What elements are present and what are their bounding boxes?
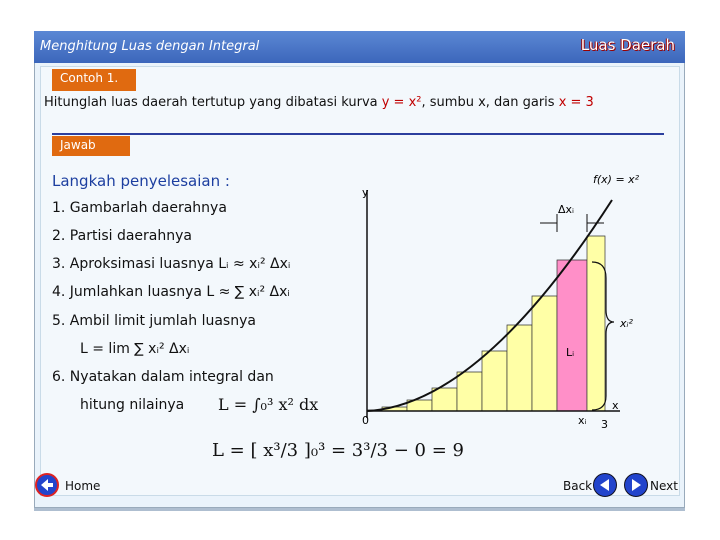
back-label[interactable]: Back: [563, 479, 593, 493]
xi-axis-label: xᵢ: [578, 414, 587, 427]
jawab-tag: Jawab: [52, 136, 130, 156]
dx-label: Δxᵢ: [558, 203, 575, 216]
home-button[interactable]: [35, 473, 59, 497]
back-button[interactable]: [593, 473, 617, 497]
strip-8: [532, 296, 557, 411]
origin-label: 0: [362, 414, 369, 427]
steps-title: Langkah penyelesaian :: [52, 172, 230, 190]
integral-formula: L = ∫₀³ x² dx: [218, 395, 319, 414]
result-formula: L = [ x³/3 ]₀³ = 3³/3 − 0 = 9: [212, 440, 464, 461]
li-label: Lᵢ: [566, 346, 575, 359]
three-label: 3: [601, 418, 608, 431]
step-3: 3. Aproksimasi luasnya Lᵢ ≈ xᵢ² Δxᵢ: [52, 256, 291, 272]
strip-5: [457, 372, 482, 411]
triangle-left-icon: [594, 474, 616, 496]
next-label[interactable]: Next: [650, 479, 678, 493]
strip-4: [432, 388, 457, 411]
fx-label: f(x) = x²: [593, 173, 640, 186]
step-6-cont: hitung nilainya: [80, 397, 185, 413]
step-2: 2. Partisi daerahnya: [52, 228, 192, 244]
contoh-tag: Contoh 1.: [52, 69, 136, 91]
y-label: y: [362, 186, 369, 199]
home-label[interactable]: Home: [65, 479, 101, 493]
strip-highlight: [557, 260, 587, 411]
step-5-formula: L = lim ∑ xᵢ² Δxᵢ: [80, 341, 190, 357]
question-prefix: Hitunglah luas daerah tertutup yang dibatasi kurva: [44, 95, 382, 110]
question-mid: , sumbu x, dan garis: [421, 95, 559, 110]
topic-title: Luas Daerah: [580, 36, 675, 54]
step-4: 4. Jumlahkan luasnya L ≈ ∑ xᵢ² Δxᵢ: [52, 284, 290, 300]
strip-6: [482, 351, 507, 411]
question-curve: y = x²: [381, 95, 422, 110]
next-button[interactable]: [624, 473, 648, 497]
triangle-right-icon: [625, 474, 647, 496]
strip-7: [507, 325, 532, 411]
step-6: 6. Nyatakan dalam integral dan: [52, 369, 274, 385]
slide-title: Menghitung Luas dengan Integral: [40, 39, 260, 54]
footer-bar: [34, 508, 685, 511]
question-line: x = 3: [558, 95, 594, 110]
step-5: 5. Ambil limit jumlah luasnya: [52, 313, 256, 329]
back-arrow-icon: [37, 475, 57, 495]
x-label: x: [612, 399, 619, 412]
height-label: xᵢ²: [620, 317, 633, 330]
step-1: 1. Gambarlah daerahnya: [52, 200, 227, 216]
